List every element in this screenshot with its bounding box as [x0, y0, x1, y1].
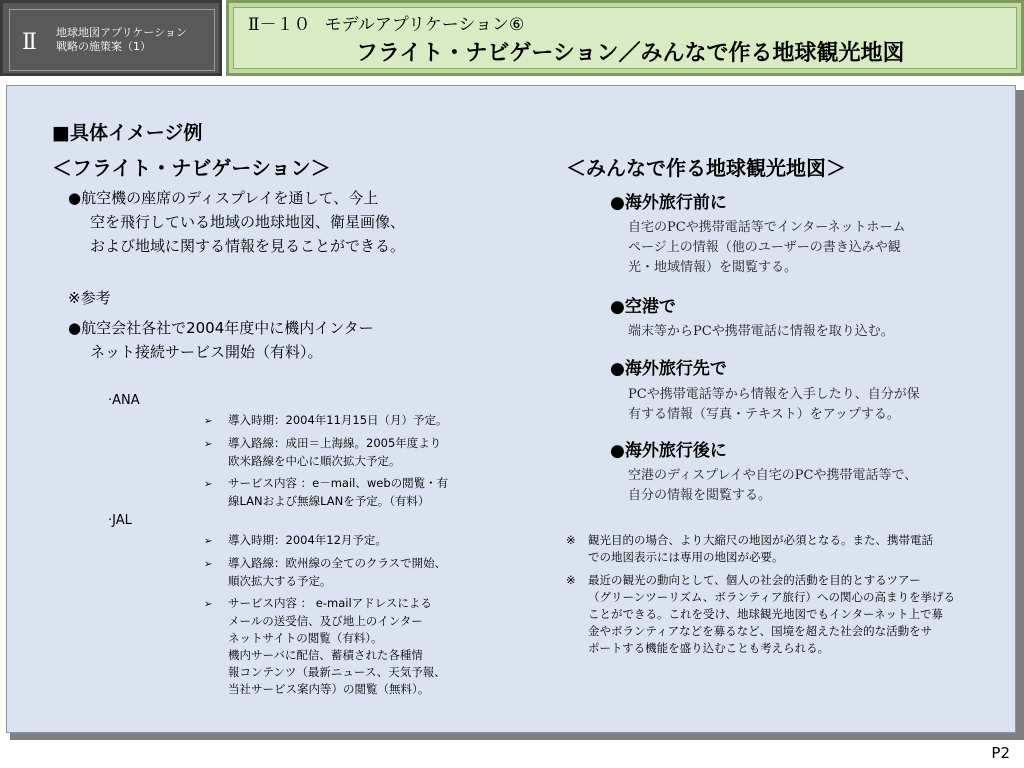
note-1 — [588, 532, 933, 566]
note-mark: ※ — [566, 573, 576, 587]
section-line: 自分の情報を閲覧する。 — [628, 488, 772, 503]
section-body — [628, 466, 917, 506]
list-item — [204, 595, 446, 613]
left-subheading: ＜フライト・ナビゲーション＞ — [52, 156, 331, 180]
section-line: PCや携帯電話等から情報を入手したり、自分が保 — [628, 387, 920, 402]
list-item-text: 順次拡大する予定。 — [228, 574, 332, 588]
section-line: 自宅のPCや携帯電話等でインターネットホーム — [628, 220, 906, 235]
section-body — [628, 322, 894, 342]
section-line: 有する情報（写真・テキスト）をアップする。 — [628, 407, 900, 422]
intro-line: 空を飛行している地域の地球地図、衛星画像、 — [90, 213, 406, 231]
ana-label: ·ANA — [108, 393, 140, 408]
section-title: ●海外旅行前に — [610, 193, 727, 213]
list-item — [204, 555, 446, 573]
list-item — [204, 412, 448, 430]
arrow-bullet-icon: ➢ — [204, 599, 213, 610]
reference-label: ※参考 — [68, 289, 111, 307]
list-item-text: 導入路線：成田＝上海線。2005年度より — [228, 436, 442, 450]
list-item-text: 導入路線：欧州線の全てのクラスで開始、 — [228, 556, 447, 570]
section-line: 空港のディスプレイや自宅のPCや携帯電話等で、 — [628, 468, 918, 483]
intro-paragraph — [68, 186, 405, 258]
section-line: 端末等からPCや携帯電話に情報を取り込む。 — [628, 324, 894, 339]
reference-line: ●航空会社各社で2004年度中に機内インター — [68, 319, 374, 337]
list-item-text: ネットサイトの閲覧（有料）。 — [228, 631, 383, 645]
list-item-text: 機内サーバに配信、蓄積された各種情 — [228, 648, 423, 662]
list-item — [204, 475, 448, 493]
ana-list — [204, 412, 448, 510]
list-item-text: 導入時期：2004年11月15日（月）予定。 — [228, 413, 448, 427]
right-heading: ＜みんなで作る地球観光地図＞ — [566, 156, 846, 180]
section-numeral: Ⅱ — [22, 30, 37, 55]
arrow-bullet-icon: ➢ — [204, 416, 213, 427]
list-item — [204, 532, 446, 550]
list-item-text: 欧米路線を中心に順次拡大予定。 — [228, 454, 401, 468]
section-title: ●海外旅行先で — [610, 359, 727, 379]
intro-line: ●航空機の座席のディスプレイを通して、今上 — [68, 189, 379, 207]
subtitle-text: モデルアプリケーション⑥ — [324, 15, 525, 35]
arrow-bullet-icon: ➢ — [204, 536, 213, 547]
list-item-text: サービス内容 ：e－mail、webの閲覧・有 — [228, 476, 449, 490]
section-title-line2: 戦略の施策案（1） — [56, 40, 151, 53]
note-line: ことができる。これを受け、地球観光地図でもインターネット上で募 — [588, 607, 944, 621]
note-line: 金やボランティアなどを募るなど、国境を超えた社会的な活動をサ — [588, 624, 933, 638]
note-2 — [588, 572, 955, 657]
arrow-bullet-icon: ➢ — [204, 479, 213, 490]
reference-line: ネット接続サービス開始（有料）。 — [90, 343, 323, 361]
section-line: ページ上の情報（他のユーザーの書き込みや観 — [628, 240, 901, 255]
note-line: 観光目的の場合、より大縮尺の地図が必須となる。また、携帯電話 — [588, 533, 933, 547]
note-line: ポートする機能を盛り込むことも考えられる。 — [588, 641, 830, 655]
note-mark: ※ — [566, 533, 576, 547]
page-title: フライト・ナビゲーション／みんなで作る地球観光地図 — [356, 41, 905, 66]
section-title: ●空港で — [610, 297, 676, 317]
list-item — [204, 435, 448, 453]
section-title — [56, 26, 187, 54]
list-item-text: 報コンテンツ（最新ニュース、天気予報、 — [228, 665, 446, 679]
jal-list — [204, 532, 446, 698]
note-line: での地図表示には専用の地図が必要。 — [588, 550, 784, 564]
intro-line: および地域に関する情報を見ることができる。 — [90, 237, 406, 255]
page-number: P2 — [991, 744, 1010, 762]
section-line: 光・地域情報）を閲覧する。 — [628, 260, 798, 275]
section-title-line1: 地球地図アプリケーション — [56, 26, 187, 39]
list-item-text: メールの送受信、及び地上のインター — [228, 614, 423, 628]
reference-paragraph — [68, 316, 374, 364]
arrow-bullet-icon: ➢ — [204, 439, 213, 450]
list-item-text: 線LANおよび無線LANを予定。（有料） — [228, 494, 430, 508]
arrow-bullet-icon: ➢ — [204, 559, 213, 570]
slide-code: Ⅱ－１０ — [248, 15, 311, 35]
section-title: ●海外旅行後に — [610, 441, 727, 461]
note-line: 最近の観光の動向として、個人の社会的活動を目的とするツアー — [588, 573, 921, 587]
slide-subtitle — [248, 10, 524, 35]
note-line: （グリーンツーリズム、ボランティア旅行）への関心の高まりを挙げる — [588, 590, 955, 604]
section-body — [628, 385, 920, 425]
section-body — [628, 218, 906, 278]
list-item-text: 当社サービス案内等）の閲覧（無料）。 — [228, 682, 430, 696]
list-item-text: 導入時期：2004年12月予定。 — [228, 533, 387, 547]
list-item-text: サービス内容 ： e-mailアドレスによる — [228, 596, 432, 610]
left-heading: ■具体イメージ例 — [52, 122, 203, 144]
jal-label: ·JAL — [108, 513, 132, 528]
